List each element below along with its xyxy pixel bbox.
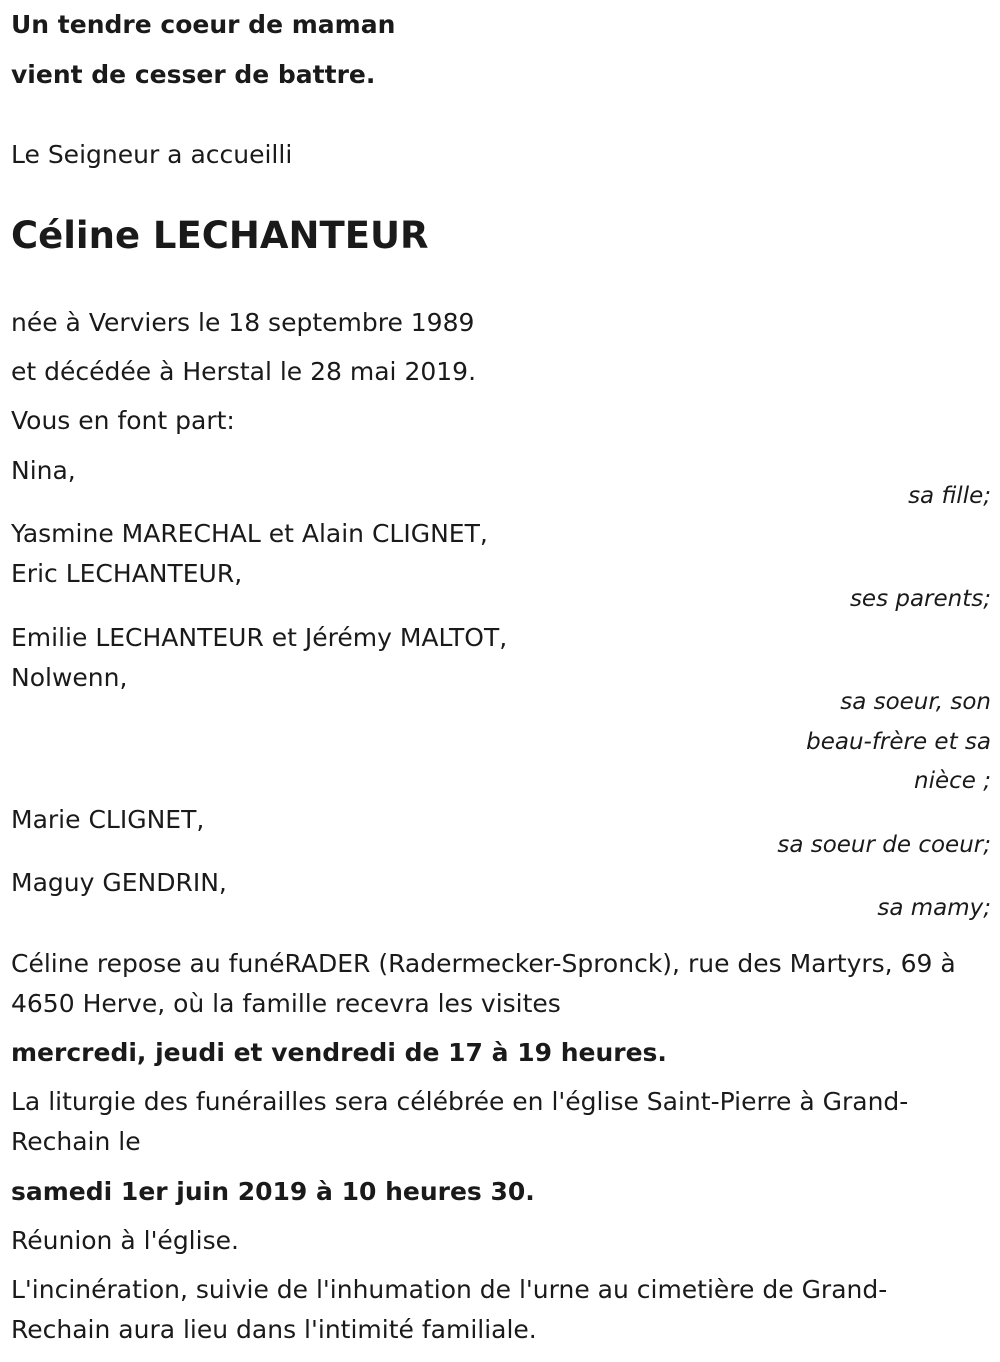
family-relation: sa soeur de coeur; [777, 832, 991, 858]
death-info: et décédée à Herstal le 28 mai 2019. [11, 357, 477, 386]
family-member: Emilie LECHANTEUR et Jérémy MALTOT, [11, 623, 508, 652]
family-member: Nolwenn, [11, 663, 128, 692]
family-member: Maguy GENDRIN, [11, 868, 227, 897]
family-relation: sa mamy; [877, 895, 991, 921]
family-relation: sa fille; [908, 483, 991, 509]
family-member: Nina, [11, 456, 76, 485]
cremation-text: L'incinération, suivie de l'inhumation de l'urne au cimetière de Grand-Rechain aura lieu dans l'intimité familiale. [11, 1275, 888, 1344]
visitation-text: Céline repose au funéRADER (Radermecker-Spronck), rue des Martyrs, 69 à 4650 Herve, où la famille recevra les visites [11, 949, 956, 1018]
family-member: Yasmine MARECHAL et Alain CLIGNET, [11, 519, 488, 548]
birth-info: née à Verviers le 18 septembre 1989 [11, 308, 475, 337]
liturgy-text: La liturgie des funérailles sera célébrée en l'église Saint-Pierre à Grand-Rechain le [11, 1087, 909, 1156]
meeting-text: Réunion à l'église. [11, 1226, 239, 1255]
family-relation: beau-frère et sa [806, 729, 991, 755]
visitation-times: mercredi, jeudi et vendredi de 17 à 19 heures. [11, 1038, 667, 1067]
deceased-name: Céline LECHANTEUR [11, 214, 429, 257]
announce-text: Vous en font part: [11, 406, 235, 435]
family-relation: nièce ; [914, 768, 991, 794]
intro-line-1: Un tendre coeur de maman [11, 10, 396, 39]
welcome-text: Le Seigneur a accueilli [11, 140, 293, 169]
family-relation: ses parents; [849, 586, 991, 612]
liturgy-date: samedi 1er juin 2019 à 10 heures 30. [11, 1177, 535, 1206]
intro-line-2: vient de cesser de battre. [11, 60, 376, 89]
family-member: Marie CLIGNET, [11, 805, 205, 834]
family-member: Eric LECHANTEUR, [11, 559, 243, 588]
family-relation: sa soeur, son [840, 689, 991, 715]
